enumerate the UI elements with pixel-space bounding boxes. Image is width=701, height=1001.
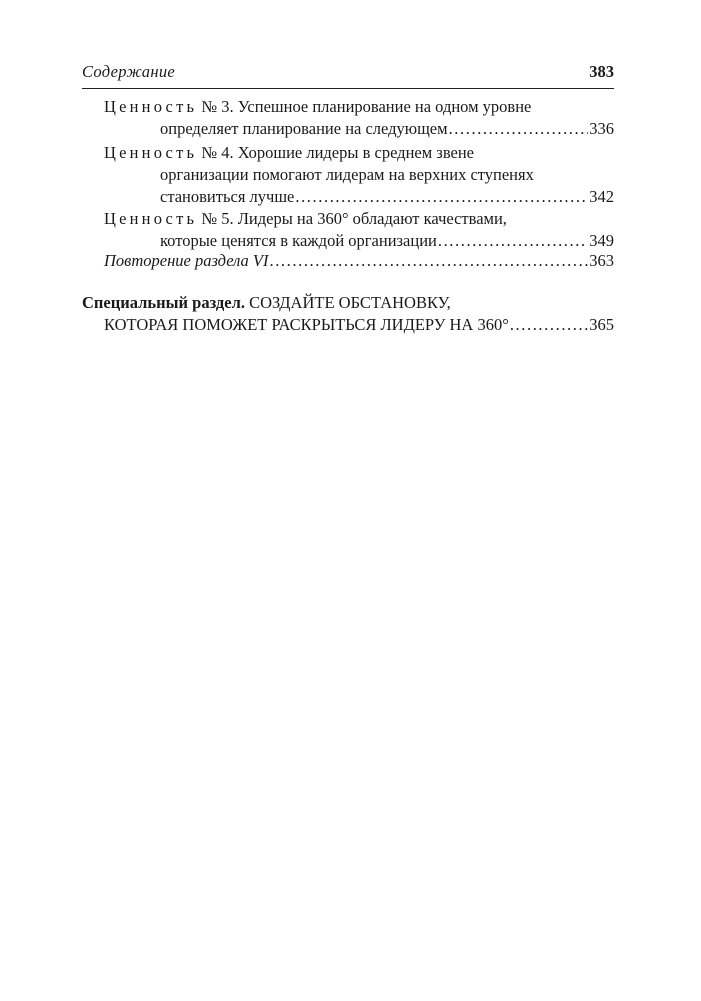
toc-entry-text: КОТОРАЯ ПОМОЖЕТ РАСКРЫТЬСЯ ЛИДЕРУ НА 360° bbox=[104, 315, 509, 334]
toc-entry-number: № 5. bbox=[201, 209, 234, 228]
toc-entry-line bbox=[160, 186, 614, 208]
toc-entry-text: Хорошие лидеры в среднем звене bbox=[237, 143, 474, 162]
toc-entry-text: которые ценятся в каждой организации bbox=[160, 231, 437, 250]
toc-entry-text: Повторение раздела VI bbox=[104, 251, 269, 270]
toc-entry-special-section[interactable] bbox=[82, 292, 614, 336]
toc-entry-line bbox=[104, 96, 614, 118]
dot-leader bbox=[449, 118, 589, 140]
toc-entry-value-4[interactable] bbox=[104, 142, 614, 208]
toc-entry-page: 349 bbox=[589, 231, 614, 250]
toc-entry-label: Специальный раздел. bbox=[82, 293, 245, 312]
toc-entry-value-5[interactable] bbox=[104, 208, 614, 252]
toc-entry-label: Ценность bbox=[104, 143, 198, 162]
toc-entry-line bbox=[104, 314, 614, 336]
dot-leader bbox=[295, 186, 588, 208]
toc-entry-review[interactable] bbox=[104, 250, 614, 272]
running-title: Содержание bbox=[82, 62, 176, 81]
toc-entry-label: Ценность bbox=[104, 209, 198, 228]
toc-entry-page: 365 bbox=[589, 315, 614, 334]
toc-entry-text: становиться лучше bbox=[160, 187, 295, 206]
toc-entry-label: Ценность bbox=[104, 97, 198, 116]
toc-entry-page: 342 bbox=[589, 187, 614, 206]
toc-entry-value-3[interactable] bbox=[104, 96, 614, 140]
toc-entry-line bbox=[82, 292, 614, 314]
toc-entry-line bbox=[160, 230, 614, 252]
toc-entry-line bbox=[104, 208, 614, 230]
page-number: 383 bbox=[589, 62, 614, 81]
toc-entry-line bbox=[160, 118, 614, 140]
dot-leader bbox=[510, 314, 588, 336]
toc-entry-text: СОЗДАЙТЕ ОБСТАНОВКУ, bbox=[249, 293, 451, 312]
toc-entry-number: № 4. bbox=[201, 143, 234, 162]
toc-entry-line bbox=[104, 250, 614, 272]
dot-leader bbox=[269, 250, 588, 272]
toc-entry-line bbox=[160, 164, 614, 186]
toc-entry-text: организации помогают лидерам на верхних ступенях bbox=[160, 165, 534, 184]
toc-entry-page: 336 bbox=[589, 119, 614, 138]
toc-entry-text: Лидеры на 360° обладают качествами, bbox=[237, 209, 507, 228]
toc-entry-line bbox=[104, 142, 614, 164]
toc-entry-text: Успешное планирование на одном уровне bbox=[237, 97, 532, 116]
toc-entry-text: определяет планирование на следующем bbox=[160, 119, 448, 138]
dot-leader bbox=[438, 230, 588, 252]
toc-entry-page: 363 bbox=[589, 251, 614, 270]
toc-entry-number: № 3. bbox=[201, 97, 234, 116]
running-head bbox=[82, 62, 614, 86]
header-rule bbox=[82, 88, 614, 89]
